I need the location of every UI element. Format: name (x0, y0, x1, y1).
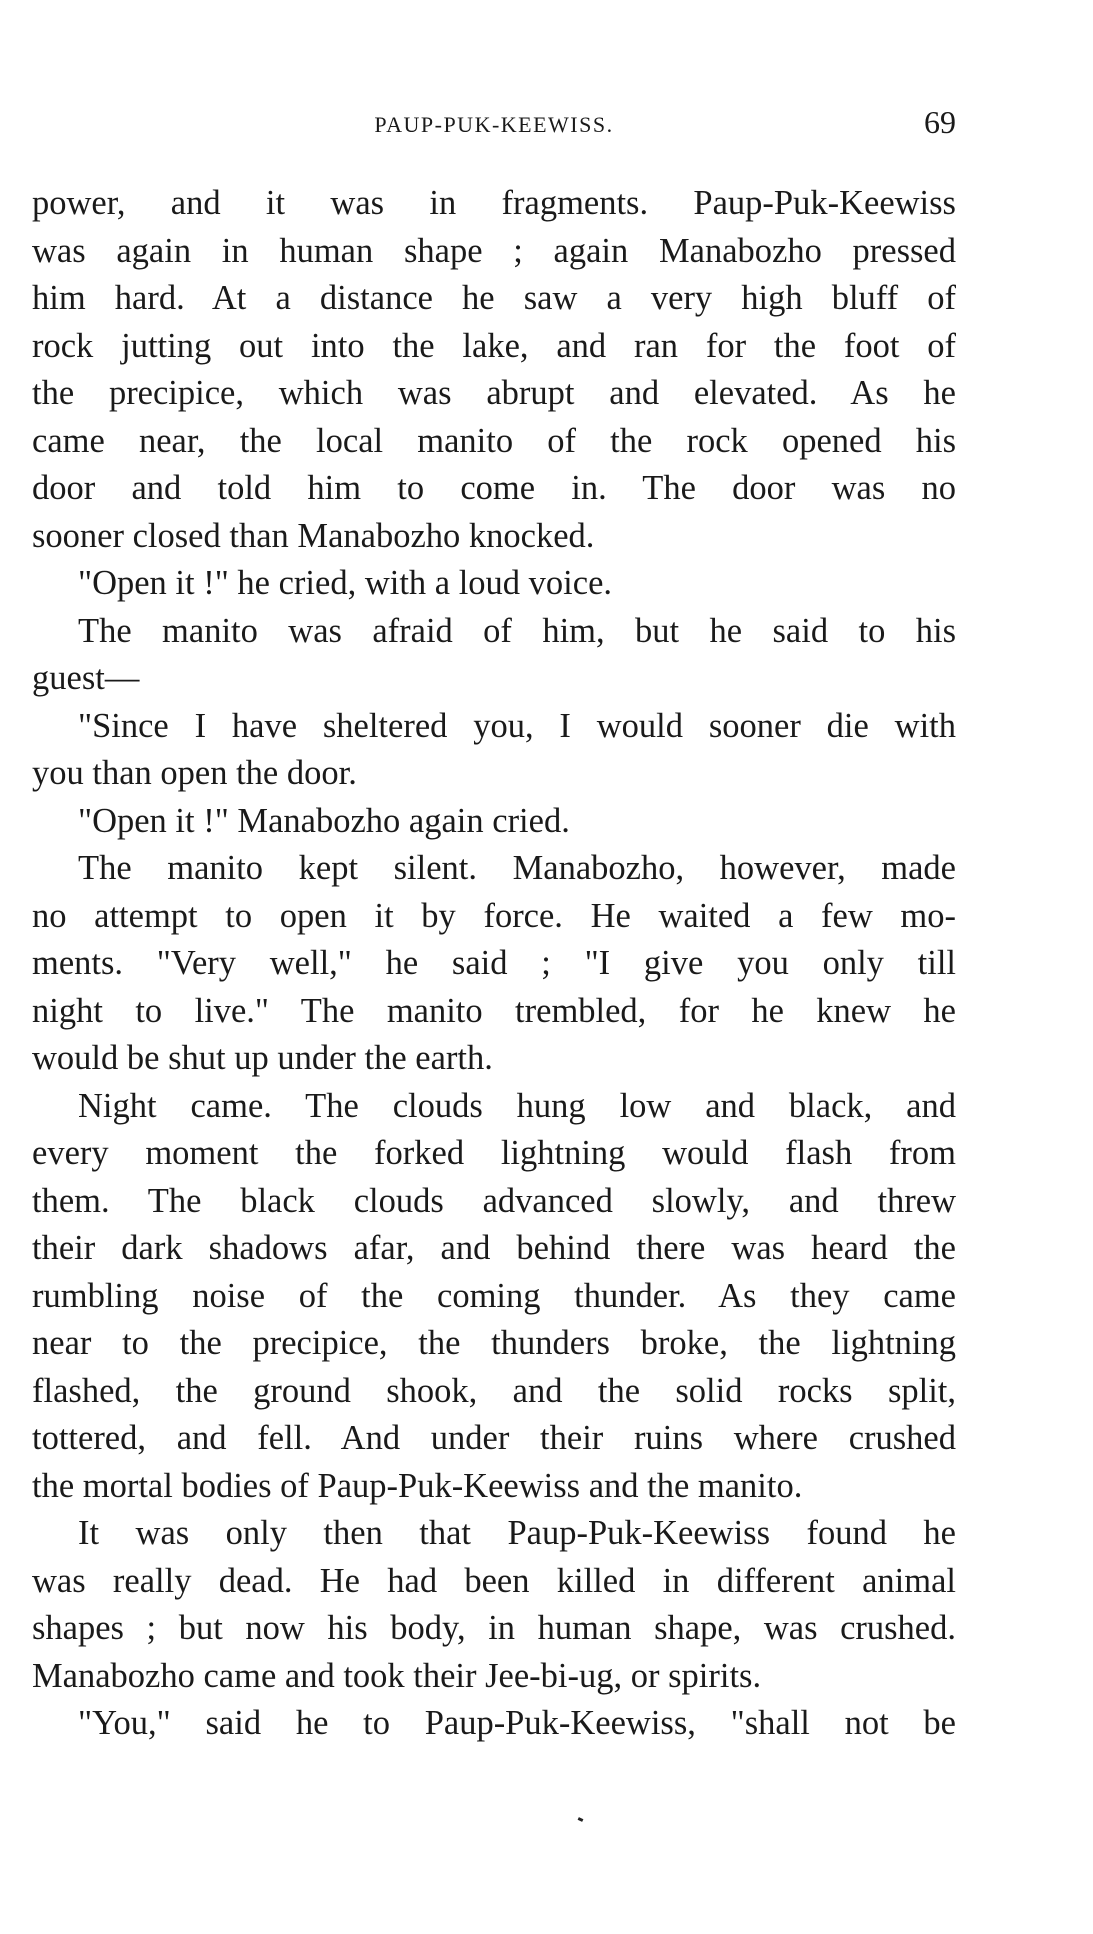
stray-ink-mark (578, 1817, 584, 1822)
running-title: PAUP-PUK-KEEWISS. (374, 112, 614, 137)
text-line: "Open it !" he cried, with a loud voice. (78, 564, 613, 602)
text-line: "You," said he to Paup-Puk-Keewiss, "shall not be (78, 1704, 956, 1742)
text-line: was really dead. He had been killed in different animal (32, 1561, 956, 1600)
text-line: tottered, and fell. And under their ruins where crushed (32, 1419, 956, 1457)
text-line: Night came. The clouds hung low and black, and (78, 1086, 956, 1125)
text-line: was again in human shape ; again Manabozho pressed (32, 231, 956, 270)
text-line: him hard. At a distance he saw a very high bluff of (32, 279, 956, 317)
text-line: their dark shadows afar, and behind there was heard the (32, 1229, 956, 1267)
text-line: the mortal bodies of Paup-Puk-Keewiss and the manito. (32, 1466, 803, 1505)
text-line: came near, the local manito of the rock opened his (32, 421, 956, 460)
text-line: you than open the door. (32, 754, 357, 792)
text-line: It was only then that Paup-Puk-Keewiss found he (78, 1514, 956, 1552)
text-line: ments. "Very well," he said ; "I give you only till (32, 944, 956, 982)
text-line: no attempt to open it by force. He waited a few mo- (32, 896, 956, 935)
text-line: rumbling noise of the coming thunder. As they came (32, 1276, 956, 1315)
text-line: "Since I have sheltered you, I would sooner die with (78, 706, 956, 745)
text-line: The manito was afraid of him, but he said to his (78, 611, 956, 650)
text-line: the precipice, which was abrupt and elevated. As he (32, 374, 956, 412)
text-line: would be shut up under the earth. (32, 1039, 493, 1077)
text-line: Manabozho came and took their Jee-bi-ug, or spirits. (32, 1656, 762, 1695)
running-head (32, 104, 956, 144)
text-line: flashed, the ground shook, and the solid rocks split, (32, 1371, 956, 1410)
text-line: shapes ; but now his body, in human shape, was crushed. (32, 1609, 956, 1647)
body-text (32, 180, 956, 1748)
text-line: night to live." The manito trembled, for he knew he (32, 991, 956, 1030)
text-line: them. The black clouds advanced slowly, and threw (32, 1181, 956, 1220)
text-line: near to the precipice, the thunders broke, the lightning (32, 1324, 956, 1362)
text-line: "Open it !" Manabozho again cried. (78, 801, 570, 840)
text-line: guest— (32, 659, 140, 697)
page-number: 69 (924, 104, 956, 140)
text-line: The manito kept silent. Manabozho, however, made (78, 849, 956, 887)
text-line: power, and it was in fragments. Paup-Puk-Keewiss (32, 184, 956, 222)
text-line: rock jutting out into the lake, and ran for the foot of (32, 326, 956, 365)
text-line: door and told him to come in. The door was no (32, 469, 956, 507)
text-line: sooner closed than Manabozho knocked. (32, 516, 595, 555)
text-line: every moment the forked lightning would flash from (32, 1134, 956, 1172)
